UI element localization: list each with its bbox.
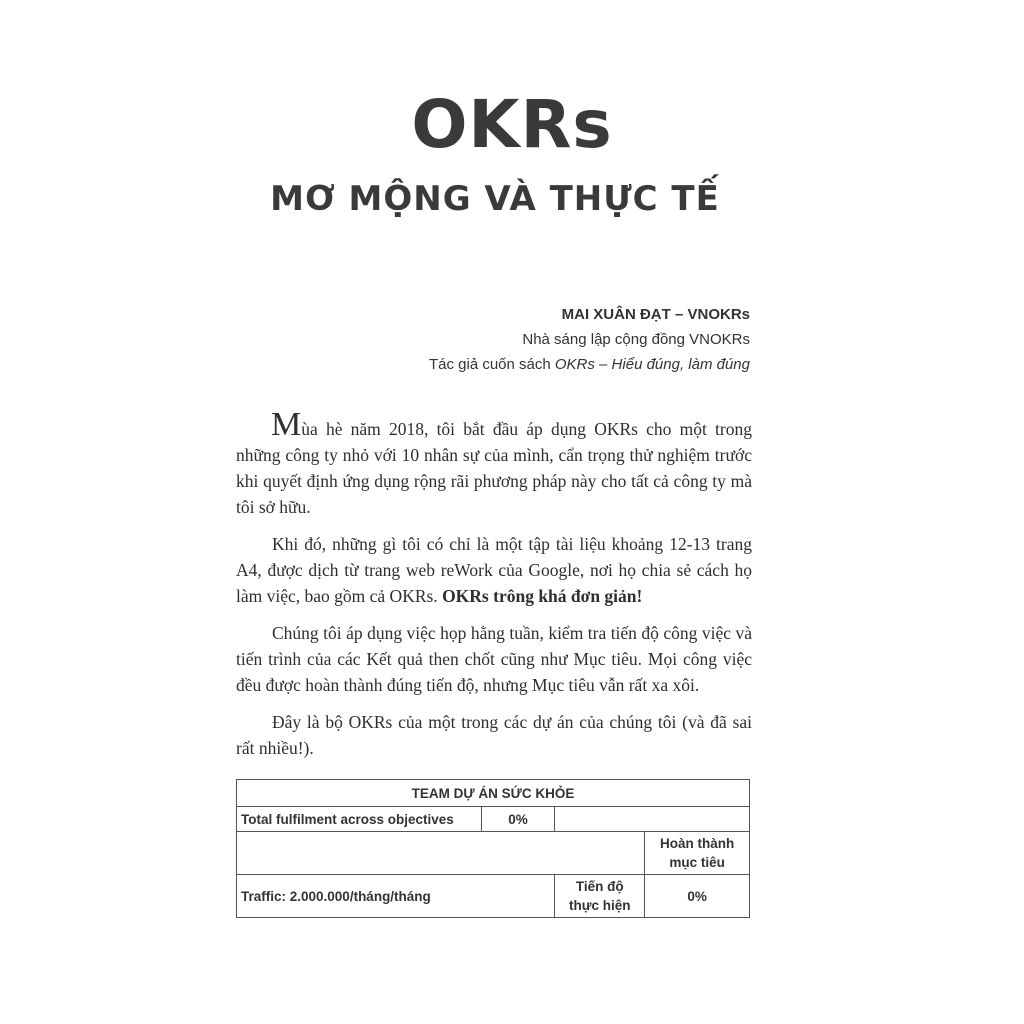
author-block bbox=[429, 302, 750, 377]
table-row bbox=[237, 875, 750, 918]
author-book bbox=[429, 352, 750, 377]
author-name: MAI XUÂN ĐẠT – VNOKRs bbox=[561, 306, 750, 323]
author-book-prefix: Tác giả cuốn sách bbox=[428, 356, 555, 373]
paragraph-2 bbox=[236, 531, 752, 609]
paragraph-1-text: ùa hè năm 2018, tôi bắt đầu áp dụng OKRs cho một trong những công ty nhỏ với 10 nhân sự của mình, cẩn trọng thử nghiệm trước khi quyết định ứng dụng rộng rãi phương pháp này cho tất cả công ty mà tôi sở hữu. bbox=[236, 419, 752, 517]
progress-label bbox=[555, 875, 645, 918]
objective-label-line-2: mục tiêu bbox=[669, 855, 725, 870]
total-value: 0% bbox=[481, 807, 555, 832]
author-role: Nhà sáng lập cộng đồng VNOKRs bbox=[522, 331, 750, 348]
paragraph-1 bbox=[236, 408, 752, 520]
table-row bbox=[237, 832, 750, 875]
drop-cap: M bbox=[271, 406, 302, 443]
author-book-title: OKRs – Hiểu đúng, làm đúng bbox=[554, 356, 750, 373]
paragraph-3: Chúng tôi áp dụng việc họp hằng tuần, kiểm tra tiến độ công việc và tiến trình của các Kết quả then chốt cũng như Mục tiêu. Mọi công việc đều được hoàn thành đúng tiến độ, nhưng Mục tiêu vẫn rất xa xôi. bbox=[236, 623, 752, 695]
table-header: TEAM DỰ ÁN SỨC KHỎE bbox=[237, 780, 750, 807]
paragraph-4: Đây là bộ OKRs của một trong các dự án của chúng tôi (và đã sai rất nhiều!). bbox=[236, 712, 752, 758]
traffic-label: Traffic: 2.000.000/tháng/tháng bbox=[237, 875, 555, 918]
objective-completion-label bbox=[645, 832, 750, 875]
empty-cell bbox=[237, 832, 645, 875]
table-row bbox=[237, 807, 750, 832]
page-title: OKRs bbox=[411, 86, 613, 163]
progress-label-line-1: Tiến độ bbox=[575, 879, 624, 894]
paragraph-2-emphasis: OKRs trông khá đơn giản! bbox=[442, 586, 643, 606]
page-subtitle: MƠ MỘNG VÀ THỰC TẾ bbox=[270, 179, 720, 219]
empty-cell bbox=[555, 807, 750, 832]
body-text bbox=[236, 408, 752, 772]
paragraph-2-text: Khi đó, những gì tôi có chỉ là một tập tài liệu khoảng 12-13 trang A4, được dịch từ trang web reWork của Google, nơi họ chia sẻ cách họ làm việc, bao gồm cả OKRs. bbox=[236, 534, 752, 606]
traffic-value: 0% bbox=[645, 875, 750, 918]
total-label: Total fulfilment across objectives bbox=[237, 807, 482, 832]
progress-label-line-2: thực hiện bbox=[569, 898, 631, 913]
objective-label-line-1: Hoàn thành bbox=[659, 836, 735, 851]
table-row bbox=[237, 780, 750, 807]
okr-table bbox=[236, 779, 750, 918]
